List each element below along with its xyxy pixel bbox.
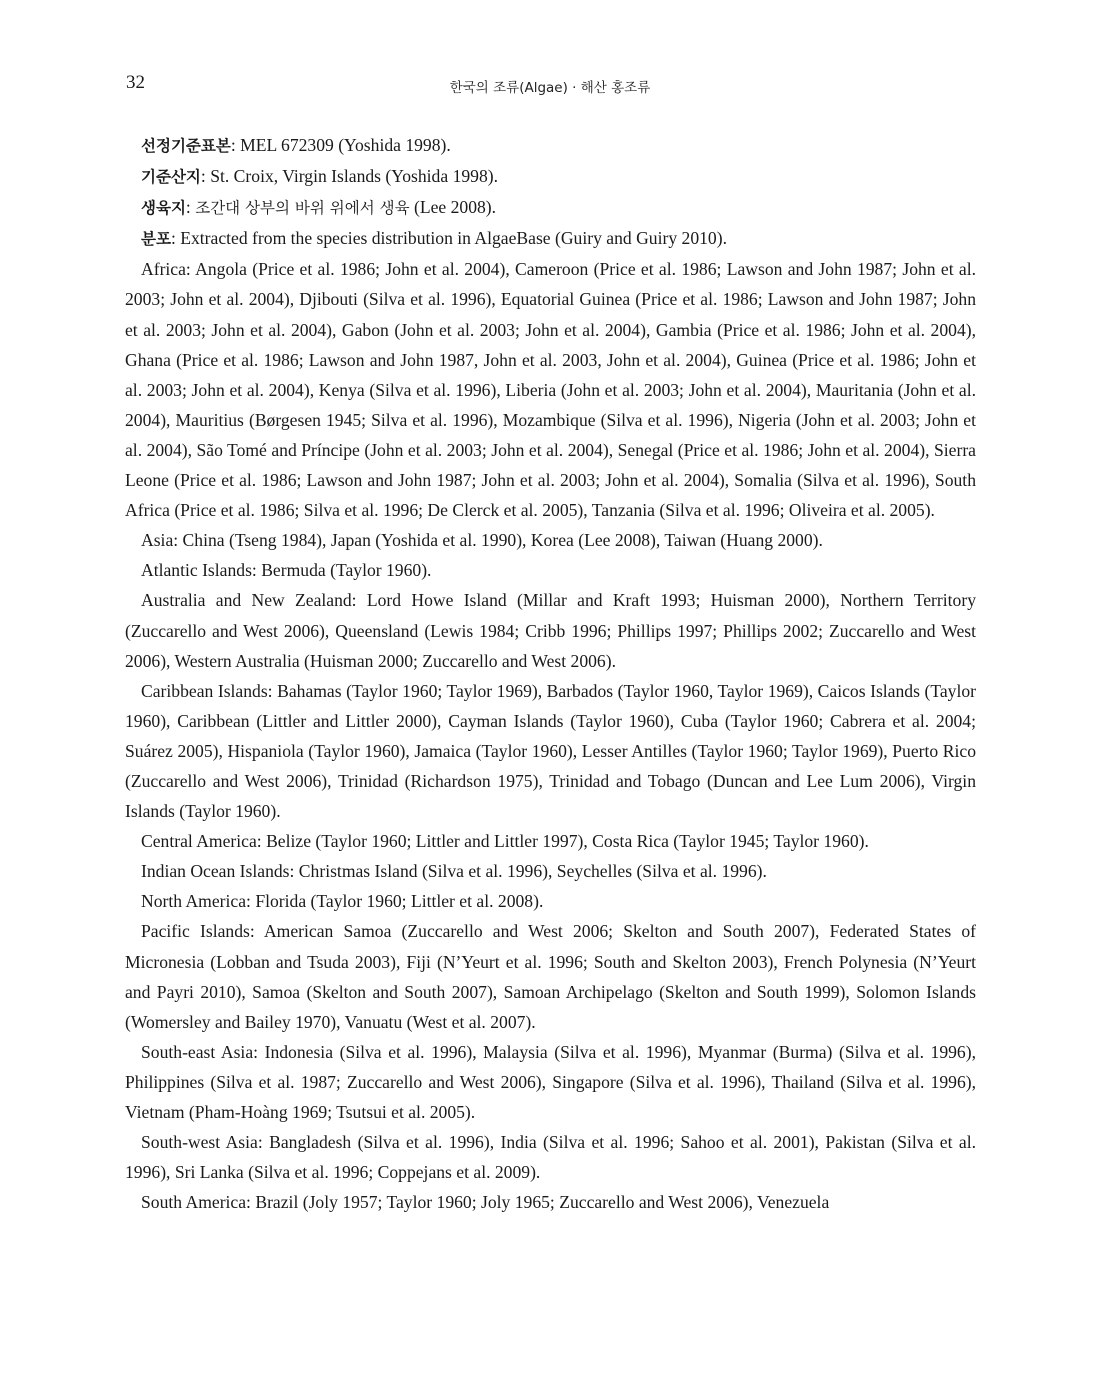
region-central-america: Central America: Belize (Taylor 1960; Littler and Littler 1997), Costa Rica (Taylor 1945; Taylor 1960). (141, 831, 869, 852)
region-pacific-islands: Pacific Islands: American Samoa (Zuccarello and West 2006; Skelton and South 2007), Federated States of Micronesia (Lobban and Tsuda 2003), Fiji (N’Yeurt et al. 1996; South and Skelton 2003), French Polynesia (N’Yeurt and Payri 2010), Samoa (Skelton and South 2007), Samoan Archipelago (Skelton and South 1999), Solomon Islands (Womersley and Bailey 1970), Vanuatu (West et al. 2007). (125, 921, 976, 1032)
region-asia: Asia: China (Tseng 1984), Japan (Yoshida et al. 1990), Korea (Lee 2008), Taiwan (Huang 2000). (141, 530, 823, 551)
region-south-east-asia: South-east Asia: Indonesia (Silva et al. 1996), Malaysia (Silva et al. 1996), Myanmar (Burma) (Silva et al. 1996), Philippines (Silva et al. 1987; Zuccarello and West 2006), Singapore (Silva et al. 1996), Thailand (Silva et al. 1996), Vietnam (Pham-Hoàng 1969; Tsutsui et al. 2005). (125, 1041, 976, 1122)
region-south-west-asia: South-west Asia: Bangladesh (Silva et al. 1996), India (Silva et al. 1996; Sahoo et al. 2001), Pakistan (Silva et al. 1996), Sri Lanka (Silva et al. 1996; Coppejans et al. 2009). (125, 1132, 976, 1183)
distribution-value: Extracted from the species distribution in AlgaeBase (Guiry and Guiry 2010). (180, 228, 727, 249)
type-locality-label: 기준산지 (141, 168, 201, 187)
habitat-line: 생육지: 조간대 상부의 바위 위에서 생육 (Lee 2008). (141, 197, 497, 218)
region-indian-ocean-islands: Indian Ocean Islands: Christmas Island (Silva et al. 1996), Seychelles (Silva et al. 1996). (141, 861, 767, 882)
habitat-reference: (Lee 2008). (409, 197, 497, 218)
lectotype-line: 선정기준표본: MEL 672309 (Yoshida 1998). (141, 135, 451, 155)
distribution-label: 분포 (141, 230, 171, 249)
region-south-america: South America: Brazil (Joly 1957; Taylor 1960; Joly 1965; Zuccarello and West 2006), Venezuela (141, 1192, 830, 1213)
region-north-america: North America: Florida (Taylor 1960; Littler et al. 2008). (141, 891, 544, 912)
type-locality-value: St. Croix, Virgin Islands (Yoshida 1998). (210, 166, 499, 187)
habitat-label: 생육지 (141, 199, 186, 218)
habitat-value: 조간대 상부의 바위 위에서 생육 (195, 199, 410, 218)
page-number: 32 (126, 72, 145, 93)
region-caribbean-islands: Caribbean Islands: Bahamas (Taylor 1960; Taylor 1969), Barbados (Taylor 1960, Taylor 1969), Caicos Islands (Taylor 1960), Caribbean (Littler and Littler 2000), Cayman Islands (Taylor 1960), Cuba (Taylor 1960; Cabrera et al. 2004; Suárez 2005), Hispaniola (Taylor 1960), Jamaica (Taylor 1960), Lesser Antilles (Taylor 1960; Taylor 1969), Puerto Rico (Zuccarello and West 2006), Trinidad (Richardson 1975), Trinidad and Tobago (Duncan and Lee Lum 2006), Virgin Islands (Taylor 1960). (125, 680, 976, 822)
lectotype-value: MEL 672309 (Yoshida 1998). (240, 135, 451, 155)
distribution-line: 분포: Extracted from the species distribution in AlgaeBase (Guiry and Guiry 2010). (141, 228, 727, 249)
page-body (125, 130, 976, 1217)
lectotype-label: 선정기준표본 (141, 137, 231, 155)
region-atlantic-islands: Atlantic Islands: Bermuda (Taylor 1960). (141, 560, 432, 581)
type-locality-line: 기준산지: St. Croix, Virgin Islands (Yoshida 1998). (141, 166, 499, 187)
running-head: 한국의 조류(Algae) · 해산 홍조류 (449, 80, 651, 96)
region-africa: Africa: Angola (Price et al. 1986; John et al. 2004), Cameroon (Price et al. 1986; Lawson and John 1987; John et al. 2003; John et al. 2004), Djibouti (Silva et al. 1996), Equatorial Guinea (Price et al. 1986; Lawson and John 1987; John et al. 2003; John et al. 2004), Gabon (John et al. 2003; John et al. 2004), Gambia (Price et al. 1986; John et al. 2004), Ghana (Price et al. 1986; Lawson and John 1987, John et al. 2003, John et al. 2004), Guinea (Price et al. 1986; John et al. 2003; John et al. 2004), Kenya (Silva et al. 1996), Liberia (John et al. 2003; John et al. 2004), Mauritania (John et al. 2004), Mauritius (Børgesen 1945; Silva et al. 1996), Mozambique (Silva et al. 1996), Nigeria (John et al. 2003; John et al. 2004), São Tomé and Príncipe (John et al. 2003; John et al. 2004), Senegal (Price et al. 1986; John et al. 2004), Sierra Leone (Price et al. 1986; Lawson and John 1987; John et al. 2003; John et al. 2004), Somalia (Silva et al. 1996), South Africa (Price et al. 1986; Silva et al. 1996; De Clerck et al. 2005), Tanzania (Silva et al. 1996; Oliveira et al. 2005). (125, 259, 976, 521)
region-australia-new-zealand: Australia and New Zealand: Lord Howe Island (Millar and Kraft 1993; Huisman 2000), Northern Territory (Zuccarello and West 2006), Queensland (Lewis 1984; Cribb 1996; Phillips 1997; Phillips 2002; Zuccarello and West 2006), Western Australia (Huisman 2000; Zuccarello and West 2006). (125, 590, 976, 671)
